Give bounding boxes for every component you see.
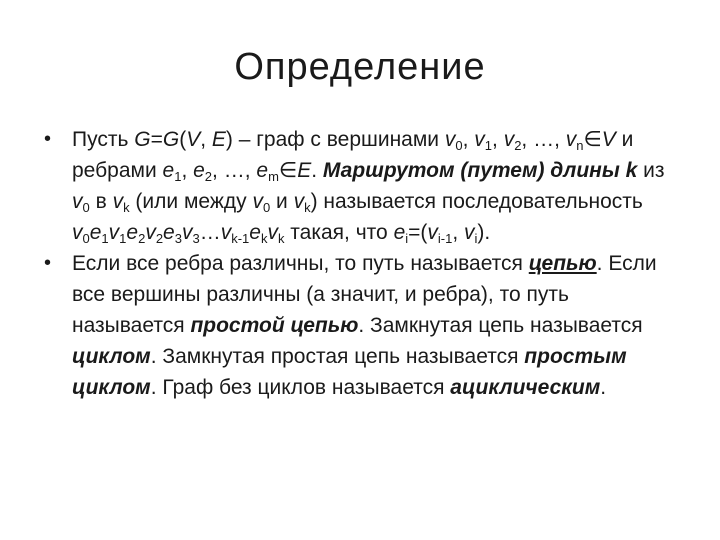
slide-body xyxy=(42,124,682,403)
math-subscript: k-1 xyxy=(231,231,250,246)
math-subscript: 1 xyxy=(101,231,109,246)
term-acyclic: ациклическим xyxy=(450,376,601,399)
math-var: v xyxy=(145,221,156,244)
math-var: e xyxy=(162,159,175,182)
text-run: Пусть xyxy=(72,128,135,151)
math-var: v xyxy=(252,190,263,213)
math-var: v xyxy=(293,190,305,213)
math-var: v xyxy=(267,221,278,244)
text-run: , xyxy=(200,128,212,151)
element-of-symbol: ∈ xyxy=(278,159,298,182)
math-var: E xyxy=(297,159,312,182)
text-run: ). xyxy=(477,221,491,244)
math-subscript: n xyxy=(576,138,584,153)
text-run: . Граф без циклов называется xyxy=(150,376,451,399)
text-run: , xyxy=(462,128,475,151)
math-var: e xyxy=(393,221,406,244)
text-run: Если все ребра различны, то путь называется xyxy=(72,252,529,275)
text-run: в xyxy=(89,190,113,213)
math-var: G xyxy=(162,128,180,151)
math-subscript: 0 xyxy=(262,200,271,215)
text-run: ( xyxy=(179,128,187,151)
text-run: . xyxy=(600,376,607,399)
math-var: v xyxy=(444,128,456,151)
math-subscript: 1 xyxy=(174,169,182,184)
text-run: и xyxy=(270,190,294,213)
text-run: и ребрами xyxy=(72,128,634,182)
math-subscript: 3 xyxy=(192,231,200,246)
bullet-definition-chain-cycle xyxy=(42,248,682,403)
bullet-definition-route xyxy=(42,124,682,248)
math-var: v xyxy=(72,190,83,213)
text-run: … xyxy=(199,221,221,244)
math-subscript: i xyxy=(474,231,478,246)
math-var: v xyxy=(72,221,83,244)
math-var: v xyxy=(220,221,232,244)
math-var: e xyxy=(193,159,205,182)
text-run: ) – граф с вершинами xyxy=(225,128,445,151)
math-var: e xyxy=(256,159,269,182)
text-run: =( xyxy=(408,221,428,244)
element-of-symbol: ∈ xyxy=(583,128,602,151)
text-run: из xyxy=(637,159,665,182)
math-subscript: 2 xyxy=(138,231,146,246)
bullet-dot: • xyxy=(44,128,52,150)
math-var: v xyxy=(565,128,577,151)
text-run: , …, xyxy=(212,159,257,182)
text-run: , xyxy=(181,159,194,182)
math-subscript: 2 xyxy=(155,231,164,246)
math-subscript: 1 xyxy=(119,231,127,246)
math-subscript: i-1 xyxy=(437,231,453,246)
text-run: , …, xyxy=(521,128,566,151)
math-subscript: 1 xyxy=(484,138,493,153)
math-var: v xyxy=(108,221,120,244)
slide-title: Определение xyxy=(234,46,486,88)
math-subscript: 0 xyxy=(82,231,90,246)
math-subscript: i xyxy=(405,231,409,246)
math-subscript: 0 xyxy=(455,138,463,153)
math-var: v xyxy=(181,221,193,244)
math-var: v xyxy=(503,128,515,151)
math-var: v xyxy=(464,221,475,244)
term-cycle: циклом xyxy=(72,345,151,368)
math-var: v xyxy=(427,221,438,244)
math-subscript: k xyxy=(260,231,268,246)
math-subscript: 2 xyxy=(204,169,213,184)
text-run: , xyxy=(452,221,465,244)
math-var: e xyxy=(89,221,102,244)
math-subscript: 0 xyxy=(82,200,90,215)
term-simple-chain: простой цепью xyxy=(190,314,359,337)
math-var: V xyxy=(186,128,201,151)
text-run: . Если все вершины различны (а значит, и ребра), то путь называется xyxy=(72,252,657,337)
math-var: G xyxy=(134,128,151,151)
text-run: . Замкнутая цепь называется xyxy=(358,314,643,337)
math-subscript: k xyxy=(277,231,285,246)
math-subscript: 2 xyxy=(514,138,522,153)
math-var: e xyxy=(126,221,139,244)
text-run: (или между xyxy=(129,190,253,213)
math-var: e xyxy=(249,221,261,244)
math-subscript: k xyxy=(123,200,130,215)
math-var: v xyxy=(112,190,124,213)
text-run: . xyxy=(311,159,323,182)
bullet-dot: • xyxy=(44,252,52,274)
text-run: , xyxy=(492,128,504,151)
math-var: e xyxy=(163,221,175,244)
text-run: ) называется последовательность xyxy=(310,190,643,213)
math-var: V xyxy=(601,128,616,151)
text-run: . Замкнутая простая цепь называется xyxy=(150,345,525,368)
text-run: = xyxy=(150,128,163,151)
math-var: v xyxy=(474,128,485,151)
term-chain: цепью xyxy=(528,252,597,275)
math-subscript: 3 xyxy=(174,231,182,246)
math-var: E xyxy=(211,128,226,151)
term-route: Маршрутом (путем) длины k xyxy=(322,159,638,182)
math-subscript: m xyxy=(268,169,279,184)
math-subscript: k xyxy=(304,200,311,215)
term-simple-cycle: простым циклом xyxy=(72,345,627,399)
text-run: такая, что xyxy=(284,221,394,244)
